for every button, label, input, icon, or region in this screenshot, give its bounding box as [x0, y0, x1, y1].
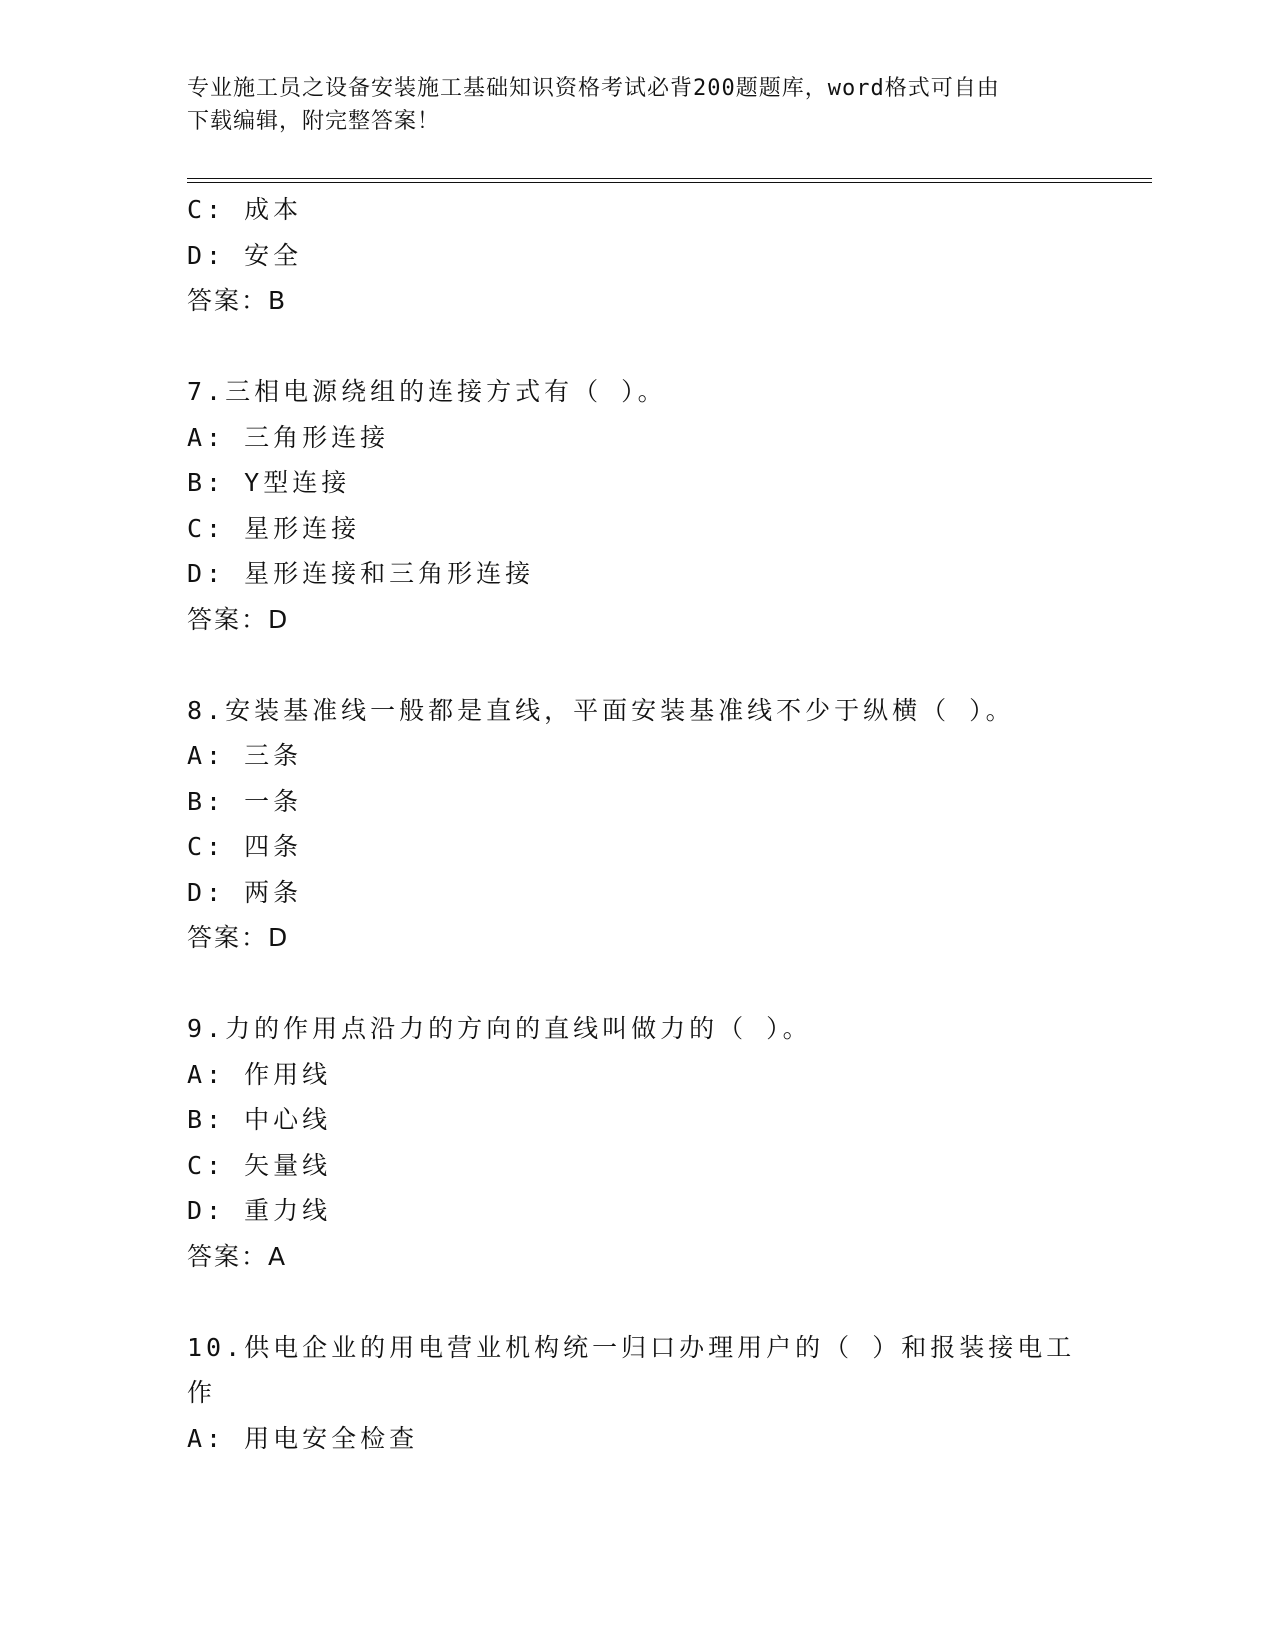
question-gap: [187, 324, 1137, 370]
header-title-line-2: 下载编辑，附完整答案！: [187, 109, 441, 134]
question-list: [187, 187, 1137, 1461]
question-7-option-a: A: 三角形连接: [187, 422, 390, 452]
previous-option-d: D: 安全: [187, 240, 303, 270]
question-gap: [187, 642, 1137, 688]
question-8-option-b: B: 一条: [187, 786, 303, 816]
question-9-option-b: B: 中心线: [187, 1105, 332, 1134]
header-title-line-1: 专业施工员之设备安装施工基础知识资格考试必背200题题库，word格式可自由: [187, 76, 1000, 101]
question-7-option-d: D: 星形连接和三角形连接: [187, 559, 535, 588]
question-9-answer: 答案：A: [187, 1241, 288, 1271]
question-gap: [187, 1279, 1137, 1325]
previous-answer: 答案：B: [187, 286, 288, 315]
question-7-option-b: B: Y型连接: [187, 468, 351, 497]
question-7-text: 7.三相电源绕组的连接方式有（ ）。: [187, 377, 667, 406]
question-7-option-c: C: 星形连接: [187, 513, 361, 543]
question-8-option-c: C: 四条: [187, 832, 303, 861]
previous-option-c: C: 成本: [187, 195, 303, 224]
question-7-answer: 答案：D: [187, 604, 290, 634]
question-10-option-a: A: 用电安全检查: [187, 1423, 419, 1453]
question-8-answer: 答案：D: [187, 923, 290, 952]
question-9-option-a: A: 作用线: [187, 1059, 332, 1089]
question-9-option-d: D: 重力线: [187, 1196, 332, 1225]
question-8-text: 8.安装基准线一般都是直线，平面安装基准线不少于纵横（ ）。: [187, 695, 1015, 725]
question-gap: [187, 961, 1137, 1007]
question-10-text-line-2: 作: [187, 1378, 217, 1407]
header-divider: [187, 178, 1152, 183]
question-8-option-a: A: 三条: [187, 741, 303, 770]
question-10-text-line-1: 10.供电企业的用电营业机构统一归口办理用户的（ ）和报装接电工: [187, 1332, 1076, 1362]
document-header: [187, 72, 1087, 138]
question-8-option-d: D: 两条: [187, 877, 303, 907]
question-9-text: 9.力的作用点沿力的方向的直线叫做力的（ ）。: [187, 1014, 812, 1043]
question-9-option-c: C: 矢量线: [187, 1150, 332, 1180]
